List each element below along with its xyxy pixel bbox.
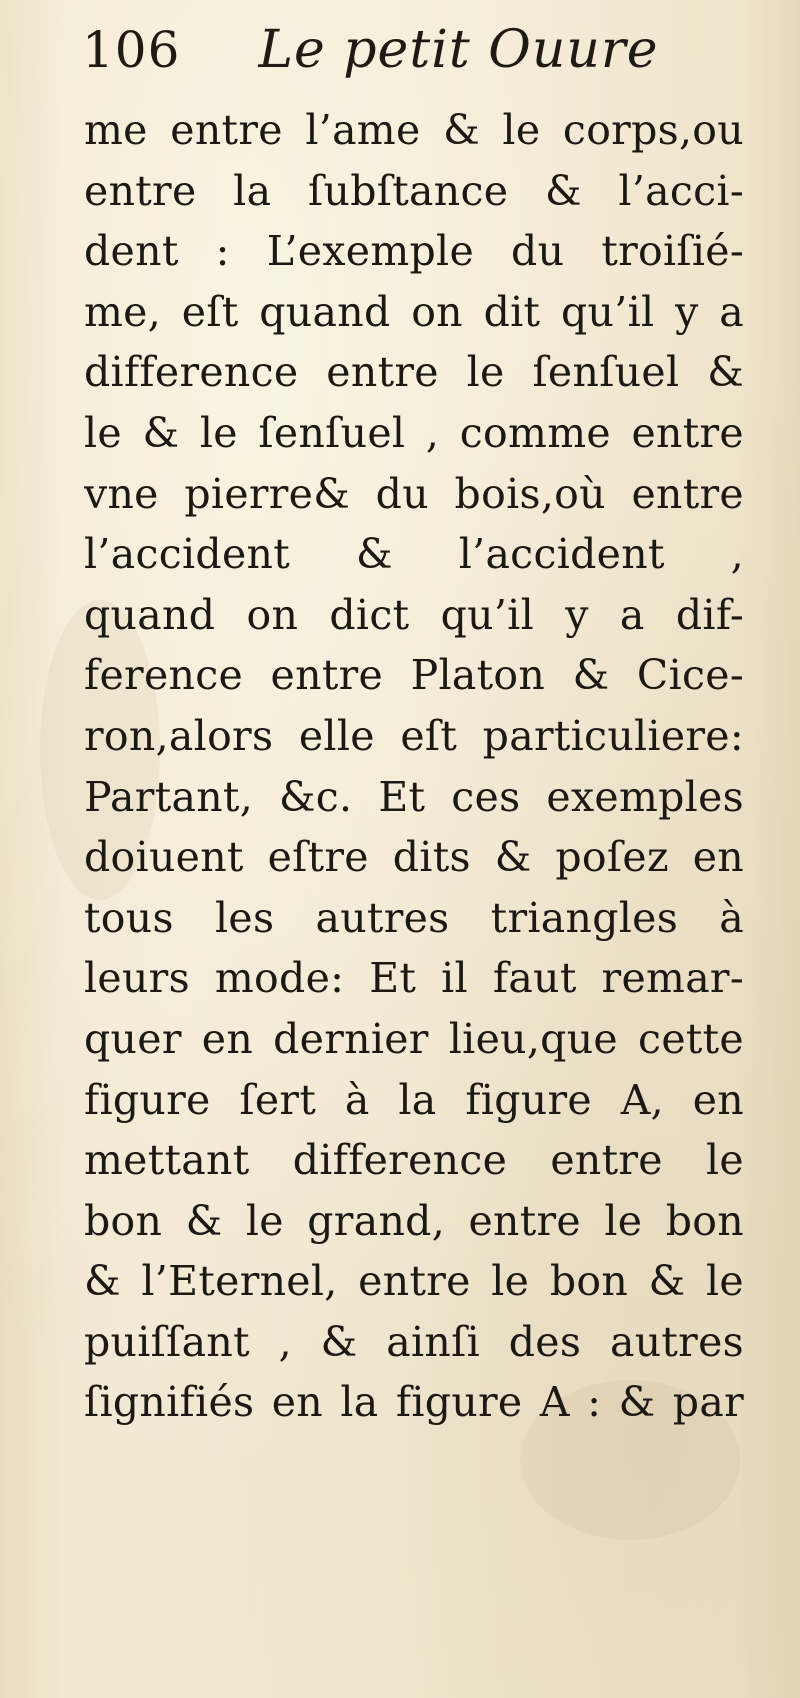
text-line: me entre l’ame & le corps,ou [84, 106, 744, 154]
text-line: figure ſert à la figure A, en [84, 1075, 744, 1124]
text-line: le & le ſenſuel , comme entre [84, 408, 744, 457]
text-line: bon & le grand, entre le bon [84, 1196, 744, 1245]
text-line: & l’Eternel, entre le bon & le [84, 1257, 744, 1306]
text-line: l’accident & l’accident , [84, 530, 744, 579]
text-line: doiuent eſtre dits & poſez en [84, 833, 744, 882]
text-line: mettant difference entre le [84, 1136, 744, 1185]
text-line: dent : L’exemple du troiſié- [84, 227, 744, 276]
running-title: Le petit Ouure [258, 20, 659, 80]
page-number: 106 [82, 21, 181, 79]
text-line: entre la ſubſtance & l’acci- [84, 166, 744, 215]
text-line: difference entre le ſenſuel & [84, 348, 744, 397]
text-line: tous les autres triangles à [84, 893, 744, 942]
text-line: ſignifiés en la figure A : & par [84, 1378, 744, 1427]
text-line: quand on dict qu’il y a dif- [84, 590, 744, 639]
text-line: me, eſt quand on dit qu’il y a [84, 287, 744, 336]
page-header [82, 20, 659, 100]
text-line: leurs mode: Et il faut remar- [84, 954, 744, 1003]
text-line: ference entre Platon & Cice- [84, 651, 744, 700]
text-line: quer en dernier lieu,que cette [84, 1014, 744, 1063]
body-text [84, 100, 744, 1433]
text-line: Partant, &c. Et ces exemples [84, 772, 744, 821]
text-line: ron,alors elle eſt particuliere: [84, 711, 744, 760]
text-line: vne pierre& du bois,où entre [84, 469, 744, 518]
text-line: puiſſant , & ainſi des autres [84, 1317, 744, 1366]
